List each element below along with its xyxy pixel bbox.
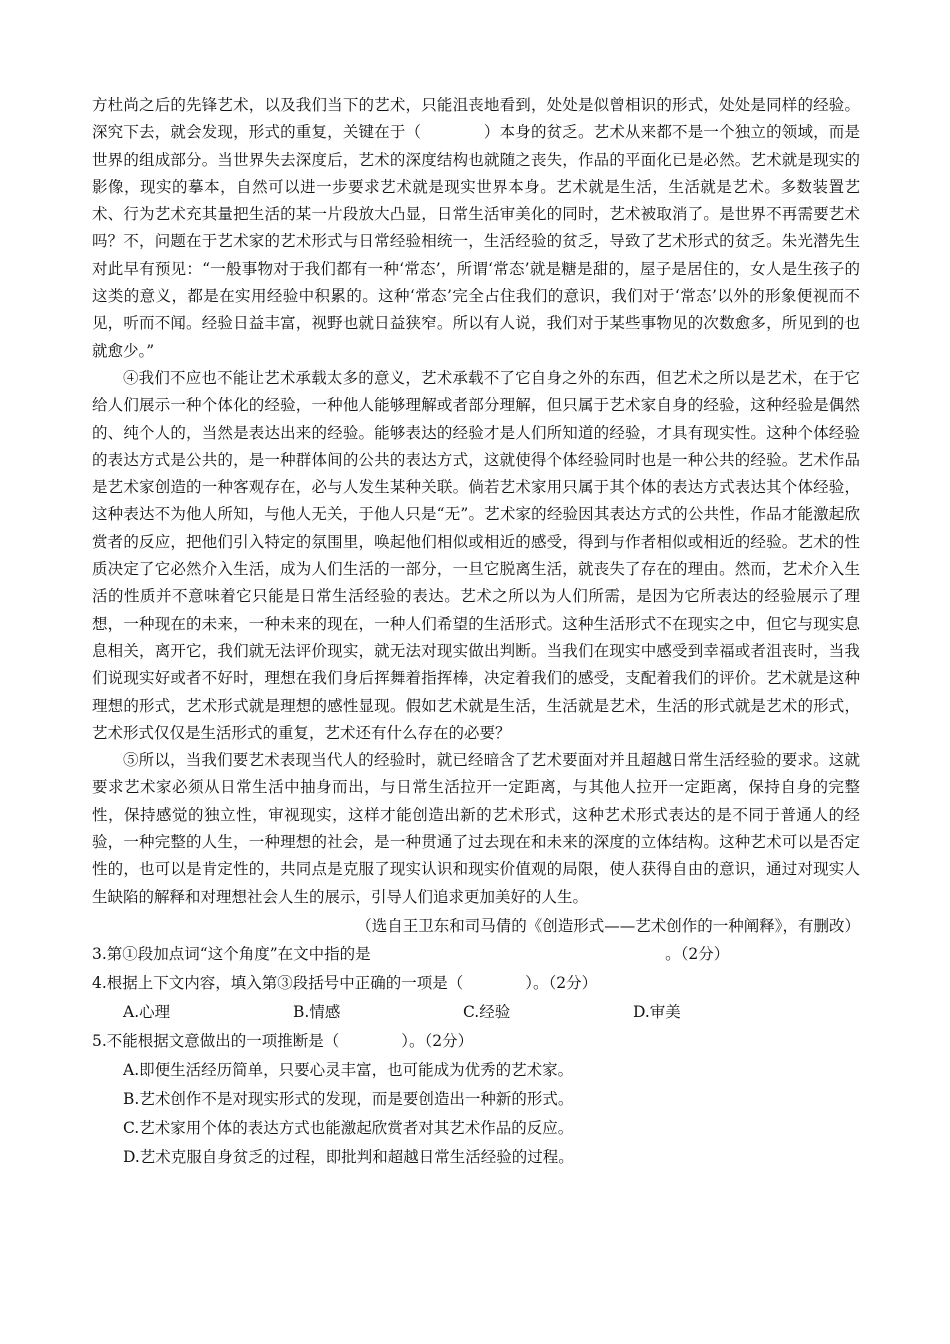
option-d: D.艺术克服自身贫乏的过程，即批判和超越日常生活经验的过程。: [123, 1148, 574, 1167]
question-4-options: [92, 998, 860, 1027]
option-a: A.即便生活经历简单，只要心灵丰富，也可能成为优秀的艺术家。: [123, 1061, 574, 1080]
option-b: B.艺术创作不是对现实形式的发现，而是要创造出一种新的形式。: [123, 1090, 574, 1109]
paragraph-3-continued: 方杜尚之后的先锋艺术，以及我们当下的艺术，只能沮丧地看到，处处是似曾相识的形式，处处是同样的经验。深究下去，就会发现，形式的重复，关键在于（ ）本身的贫乏。艺术从来都不是一个独立的领域，而是世界的组成部分。当世界失去深度后，艺术的深度结构也就随之丧失，作品的平面化已是必然。艺术就是现实的影像，现实的摹本，自然可以进一步要求艺术就是现实世界本身。艺术就是生活，生活就是艺术。多数装置艺术、行为艺术充其量把生活的某一片段放大凸显，日常生活审美化的同时，艺术被取消了。是世界不再需要艺术吗？不，问题在于艺术家的艺术形式与日常经验相统一，生活经验的贫乏，导致了艺术形式的贫乏。朱光潜先生对此早有预见：“一般事物对于我们都有一种‘常态’，所谓‘常态’就是糖是甜的，屋子是居住的，女人是生孩子的这类的意义，都是在实用经验中积累的。这种‘常态’完全占住我们的意识，我们对于‘常态’以外的形象便视而不见，听而不闻。经验日益丰富，视野也就日益狭窄。所以有人说，我们对于某些事物见的次数愈多，所见到的也就愈少。”: [92, 96, 860, 360]
paragraph-5: ⑤所以，当我们要艺术表现当代人的经验时，就已经暗含了艺术要面对并且超越日常生活经验的要求。这就要求艺术家必须从日常生活中抽身而出，与日常生活拉开一定距离，与其他人拉开一定距离，保持自身的完整性，保持感觉的独立性，审视现实，这样才能创造出新的艺术形式，这种艺术形式表达的是不同于普通人的经验，一种完整的人生，一种理想的社会，是一种贯通了过去现在和未来的深度的立体结构。这种艺术可以是否定性的，也可以是肯定性的，共同点是克服了现实认识和现实价值观的局限，使人获得自由的意识，通过对现实人生缺陷的解释和对理想社会人生的展示，引导人们追求更加美好的人生。: [92, 751, 860, 906]
question-4: 4.根据上下文内容，填入第③段括号中正确的一项是（ ）。（2分）: [92, 974, 598, 993]
question-3: 3.第①段加点词“这个角度”在文中指的是 。（2分）: [92, 945, 730, 964]
reading-passage: [92, 92, 860, 940]
option-b: B.情感: [293, 1003, 341, 1022]
option-d: D.审美: [633, 1003, 681, 1022]
question-5: 5.不能根据文意做出的一项推断是（ ）。（2分）: [92, 1032, 474, 1051]
question-list: [92, 940, 860, 1172]
option-c: C.经验: [463, 1003, 511, 1022]
paragraph-4: ④我们不应也不能让艺术承载太多的意义，艺术承载不了它自身之外的东西，但艺术之所以是艺术，在于它给人们展示一种个体化的经验，一种他人能够理解或者部分理解，但只属于艺术家自身的经验，这种经验是偶然的、纯个人的，当然是表达出来的经验。能够表达的经验才是人们所知道的经验，才具有现实性。这种个体经验的表达方式是公共的，是一种群体间的公共的表达方式，这就使得个体经验同时也是一种公共的经验。艺术作品是艺术家创造的一种客观存在，必与人发生某种关联。倘若艺术家用只属于其个体的表达方式表达其个体经验，这种表达不为他人所知，与他人无关，于他人只是“无”。艺术家的经验因其表达方式的公共性，作品才能激起欣赏者的反应，把他们引入特定的氛围里，唤起他们相似或相近的感受，得到与作者相似或相近的经验。艺术的性质决定了它必然介入生活，成为人们生活的一部分，一旦它脱离生活，就丧失了存在的理由。然而，艺术介入生活的性质并不意味着它只能是日常生活经验的表达。艺术之所以为人们所需，是因为它所表达的经验展示了理想，一种现在的未来，一种未来的现在，一种人们希望的生活形式。这种生活形式不在现实之中，但它与现实息息相关，离开它，我们就无法评价现实，就无法对现实做出判断。当我们在现实中感受到幸福或者沮丧时，当我们说现实好或者不好时，理想在我们身后挥舞着指挥棒，决定着我们的感受，支配着我们的评价。艺术就是这种理想的形式，艺术形式就是理想的感性显现。假如艺术就是生活，生活就是艺术，生活的形式就是艺术的形式，艺术形式仅仅是生活形式的重复，艺术还有什么存在的必要？: [92, 368, 860, 742]
source-citation: （选自王卫东和司马倩的《创造形式——艺术创作的一种阐释》，有删改）: [356, 916, 860, 935]
option-c: C.艺术家用个体的表达方式也能激起欣赏者对其艺术作品的反应。: [123, 1119, 574, 1138]
option-a: A.心理: [123, 1003, 171, 1022]
